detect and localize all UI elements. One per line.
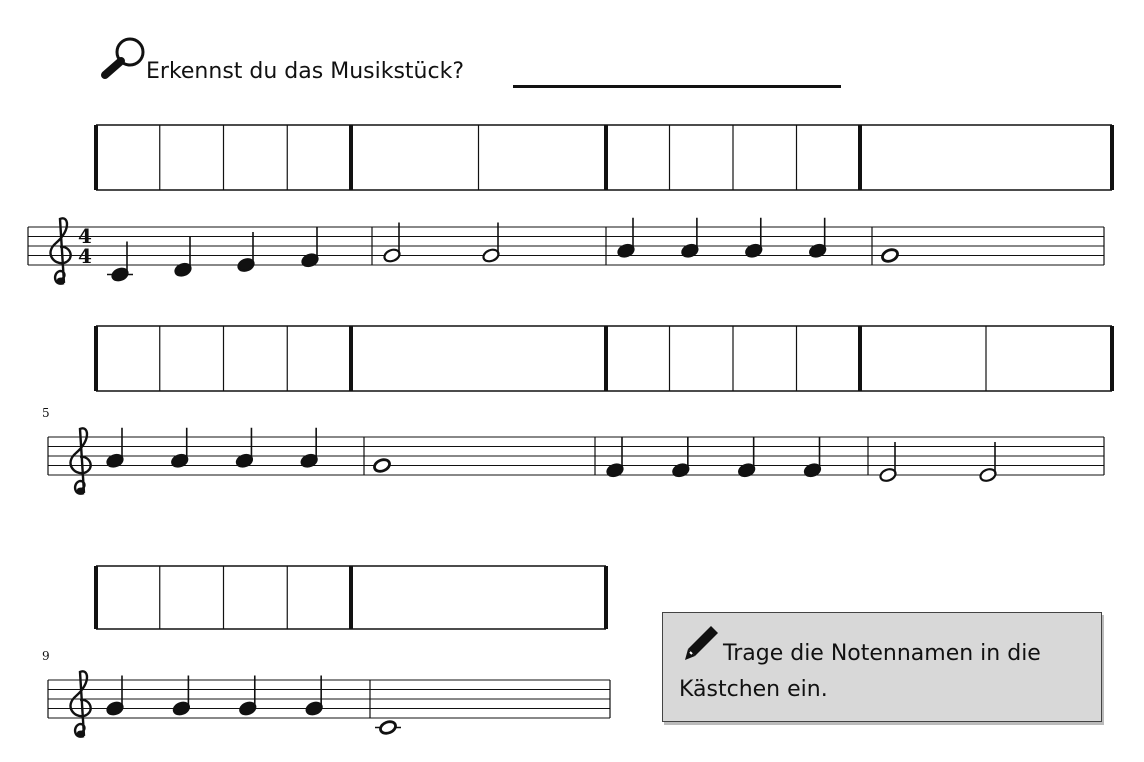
answer-box[interactable] bbox=[224, 326, 288, 391]
note bbox=[617, 218, 636, 259]
answer-box[interactable] bbox=[96, 125, 160, 190]
answer-box[interactable] bbox=[606, 326, 670, 391]
answer-box[interactable] bbox=[860, 125, 1112, 190]
answer-box[interactable] bbox=[797, 125, 861, 190]
note bbox=[239, 676, 258, 717]
answer-box[interactable] bbox=[287, 125, 351, 190]
answer-box[interactable] bbox=[351, 326, 606, 391]
note bbox=[979, 442, 998, 483]
answer-grid bbox=[96, 566, 606, 629]
note bbox=[172, 676, 191, 717]
answer-box[interactable] bbox=[986, 326, 1112, 391]
answer-box[interactable] bbox=[160, 566, 224, 629]
time-signature-top: 4 bbox=[78, 224, 92, 248]
time-signature-bottom: 4 bbox=[78, 244, 92, 268]
note bbox=[170, 428, 189, 469]
treble-clef-icon bbox=[71, 671, 91, 737]
note bbox=[745, 218, 764, 259]
note bbox=[681, 218, 700, 259]
instruction-line-1: Trage die Notennamen in die bbox=[723, 641, 1041, 666]
answer-box[interactable] bbox=[479, 125, 607, 190]
note bbox=[881, 248, 900, 264]
answer-grid bbox=[96, 125, 1112, 190]
note bbox=[106, 428, 125, 469]
instruction-box bbox=[662, 612, 1102, 722]
answer-box[interactable] bbox=[160, 326, 224, 391]
note bbox=[373, 458, 392, 474]
note bbox=[375, 720, 401, 736]
note bbox=[301, 227, 320, 268]
note bbox=[107, 242, 133, 283]
answer-box[interactable] bbox=[733, 326, 797, 391]
answer-box[interactable] bbox=[287, 326, 351, 391]
treble-clef-icon bbox=[51, 218, 71, 284]
answer-box[interactable] bbox=[670, 125, 734, 190]
instruction-line-2: Kästchen ein. bbox=[679, 677, 828, 702]
staff bbox=[48, 437, 1104, 475]
answer-box[interactable] bbox=[351, 566, 606, 629]
staff bbox=[48, 680, 610, 718]
note bbox=[106, 676, 125, 717]
measure-number: 9 bbox=[42, 649, 50, 663]
treble-clef-icon bbox=[71, 428, 91, 494]
answer-box[interactable] bbox=[160, 125, 224, 190]
answer-box[interactable] bbox=[733, 125, 797, 190]
note bbox=[808, 218, 827, 259]
note bbox=[237, 232, 256, 273]
measure-number: 5 bbox=[42, 406, 50, 420]
note bbox=[174, 237, 193, 278]
note bbox=[235, 428, 254, 469]
answer-box[interactable] bbox=[670, 326, 734, 391]
note bbox=[737, 437, 756, 478]
answer-box[interactable] bbox=[797, 326, 861, 391]
note bbox=[300, 428, 319, 469]
note bbox=[606, 437, 625, 478]
answer-box[interactable] bbox=[351, 125, 479, 190]
answer-box[interactable] bbox=[606, 125, 670, 190]
answer-box[interactable] bbox=[224, 566, 288, 629]
answer-box[interactable] bbox=[96, 566, 160, 629]
note bbox=[305, 676, 324, 717]
note bbox=[672, 437, 691, 478]
pencil-icon bbox=[681, 623, 721, 663]
answer-box[interactable] bbox=[287, 566, 351, 629]
worksheet-title: Erkennst du das Musikstück? bbox=[146, 59, 464, 84]
answer-box[interactable] bbox=[96, 326, 160, 391]
answer-box[interactable] bbox=[224, 125, 288, 190]
answer-grid bbox=[96, 326, 1112, 391]
note bbox=[879, 442, 898, 483]
note bbox=[383, 223, 402, 264]
answer-box[interactable] bbox=[860, 326, 986, 391]
note bbox=[803, 437, 822, 478]
note bbox=[482, 223, 501, 264]
